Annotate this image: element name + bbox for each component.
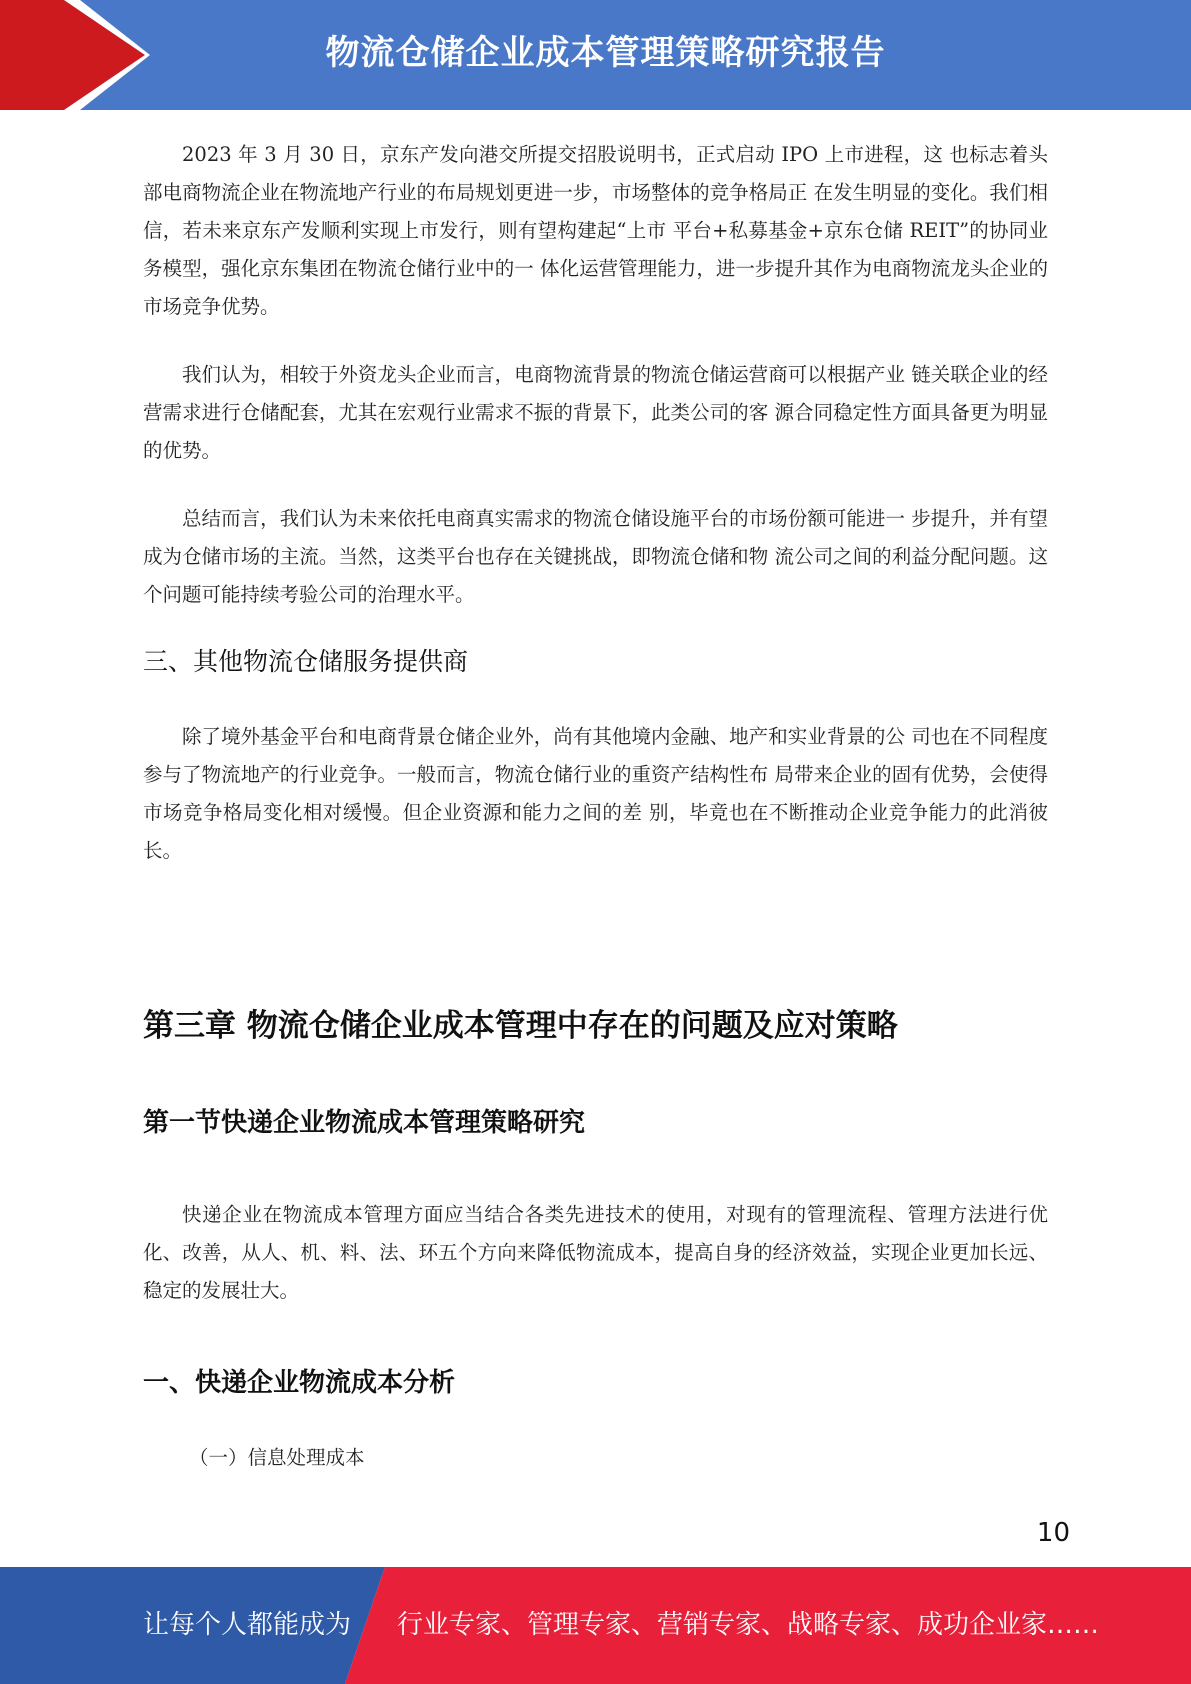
paragraph-summary: 总结而言，我们认为未来依托电商真实需求的物流仓储设施平台的市场份额可能进一 步提升，并有望成为仓储市场的主流。当然，这类平台也存在关键挑战，即物流仓储和物 流公司之间的利益分配问题。这个问题可能持续考验公司的治理水平。 [143, 507, 1048, 606]
page-header [0, 0, 1191, 110]
page-footer [0, 1567, 1191, 1684]
chapter-heading: 第三章 物流仓储企业成本管理中存在的问题及应对策略 [143, 1008, 898, 1044]
page-number: 10 [1036, 1518, 1070, 1548]
footer-slogan-right: 行业专家、管理专家、营销专家、战略专家、成功企业家…… [397, 1610, 1100, 1640]
footer-slogan-left: 让每个人都能成为 [143, 1610, 352, 1640]
sub-item-info-processing-cost: （一）信息处理成本 [189, 1446, 365, 1469]
sub-heading-cost-analysis: 一、快递企业物流成本分析 [143, 1368, 456, 1398]
paragraph-express-cost: 快递企业在物流成本管理方面应当结合各类先进技术的使用，对现有的管理流程、管理方法进行优化、改善，从人、机、料、法、环五个方向来降低物流成本，提高自身的经济效益，实现企业更加长远、稳定的发展壮大。 [143, 1203, 1048, 1302]
paragraph-jd-ipo: 2023 年 3 月 30 日，京东产发向港交所提交招股说明书，正式启动 IPO 上市进程，这 也标志着头部电商物流企业在物流地产行业的布局规划更进一步，市场整体的竞争格局正 在发生明显的变化。我们相信，若未来京东产发顺利实现上市发行，则有望构建起“上市 平台+私募基金+京东仓储 REIT”的协同业务模型，强化京东集团在物流仓储行业中的一 体化运营管理能力，进一步提升其作为电商物流龙头企业的市场竞争优势。 [143, 143, 1048, 318]
node-heading: 第一节快递企业物流成本管理策略研究 [143, 1108, 586, 1138]
report-title: 物流仓储企业成本管理策略研究报告 [325, 33, 886, 73]
section-heading-other-providers: 三、其他物流仓储服务提供商 [143, 647, 469, 676]
paragraph-ecommerce-advantage: 我们认为，相较于外资龙头企业而言，电商物流背景的物流仓储运营商可以根据产业 链关联企业的经营需求进行仓储配套，尤其在宏观行业需求不振的背景下，此类公司的客 源合同稳定性方面具备更为明显的优势。 [143, 363, 1048, 462]
paragraph-other-providers: 除了境外基金平台和电商背景仓储企业外，尚有其他境内金融、地产和实业背景的公 司也在不同程度参与了物流地产的行业竞争。一般而言，物流仓储行业的重资产结构性布 局带来企业的固有优势，会使得市场竞争格局变化相对缓慢。但企业资源和能力之间的差 别，毕竟也在不断推动企业竞争能力的此消彼长。 [143, 725, 1048, 862]
